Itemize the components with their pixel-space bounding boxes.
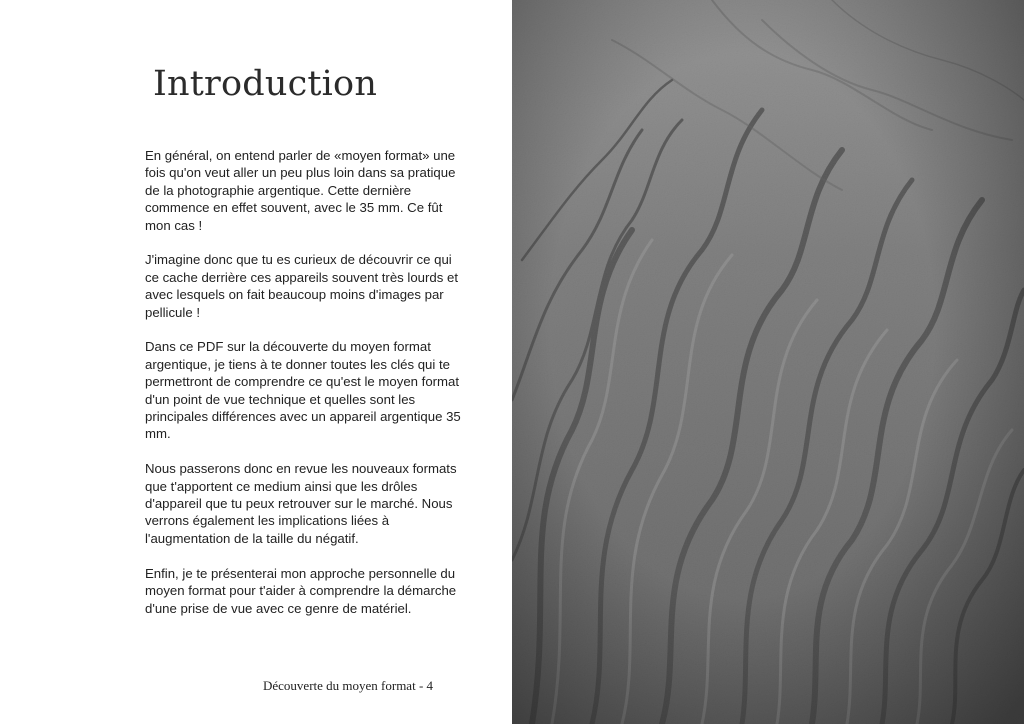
paragraph: Nous passerons donc en revue les nouveaux formats que t'apportent ce medium ainsi que les drôles d'appareil que tu peux retrouver sur le marché. Nous verrons également les implications liées à l'augmentation de la taille du négatif. [145,461,457,546]
sand-photo [512,0,1024,724]
paragraph: En général, on entend parler de «moyen format» une fois qu'on veut aller un peu plus loin dans sa pratique de la photographie argentique. Cette dernière commence en effet souvent, avec le 35 mm. Ce fût mon cas ! [145,148,456,233]
page-title: Introduction [153,64,378,104]
body-text [145,147,465,634]
paragraph: Enfin, je te présenterai mon approche personnelle du moyen format pour t'aider à comprendre la démarche d'une prise de vue avec ce genre de matériel. [145,565,457,616]
sand-ripples-image [512,0,1024,724]
paragraph: J'imagine donc que tu es curieux de découvrir ce qui ce cache derrière ces appareils souvent très lourds et avec lesquels on fait beaucoup moins d'images par pellicule ! [145,252,458,320]
page-footer: Découverte du moyen format - 4 [263,678,434,693]
paragraph: Dans ce PDF sur la découverte du moyen format argentique, je tiens à te donner toutes les clés qui te permettront de comprendre ce qu'est le moyen format d'un point de vue technique et quelles sont les principales différences avec un appareil argentique 35 mm. [145,339,461,442]
